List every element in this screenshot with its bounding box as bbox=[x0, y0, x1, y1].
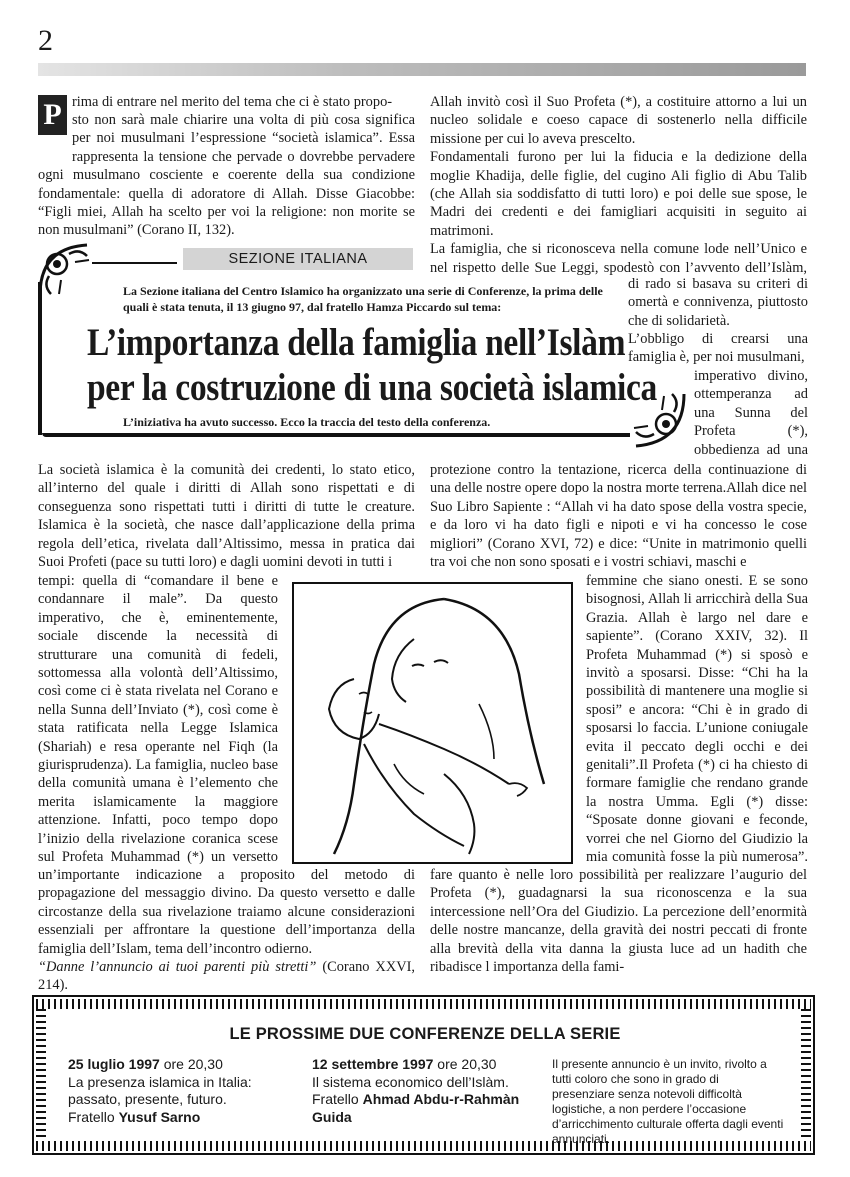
section-label: SEZIONE ITALIANA bbox=[183, 248, 413, 270]
section-box-bottom-line bbox=[42, 433, 630, 437]
left-bottom-wide2-text: un’importante indicazione a proposito del metodo di propagazione del messaggio divino. Da questo versetto e dalle circostanze della sua rivelazione traiamo alcune considerazioni essenziali per affrontare la questione dell’importanza della famiglia dell’Islam, tema dell’incontro odierno. bbox=[38, 867, 415, 957]
event-2-speaker-prefix: Fratello bbox=[312, 1091, 363, 1107]
right-bottom-wide2-text: fare quanto è nelle loro possibilità per realizzare l’augurio del Profeta (*), guadagnarsi la sua riconoscenza e la sua intercessione nell’Ora del Giudizio. La percezione dell’enormità delle nostre mancanze, della gravità dei nostri peccati di fronte alla brevità della vita danna la giusta luce ad un hadith che ribadisce l importanza della fami- bbox=[430, 867, 807, 976]
right-narrow-block-3 bbox=[694, 367, 808, 459]
event-1-speaker: Yusuf Sarno bbox=[118, 1108, 201, 1125]
left-bottom-wide-text: La società islamica è la comunità dei credenti, lo stato etico, all’interno del quale i diritti di Allah sono rispettati e di conseguenza sono rispettati tutti i diritti di tutte le creature. Islamica è la società, che nasce dall’applicazione della prima regola dell’etica, rivelata dall’Altissimo, messa in pratica dai Suoi Profeti (pace su tutti loro) e dagli uomini devoti in tutti i bbox=[38, 462, 415, 571]
right-top-column bbox=[430, 93, 807, 277]
event-1-time: ore 20,30 bbox=[159, 1056, 223, 1072]
right-top-para-2: Fondamentali furono per lui la fiducia e la dedizione della moglie Khadija, delle figlie, del cugino Ali figlio di Abu Talib (che Allah sia soddisfatto di tutti loro) e poi delle sue spose, le Madri dei credenti e dei famigliari acquisiti in seguito ai matrimoni. bbox=[430, 149, 807, 239]
intro-body-flow: rappresenta la tensione che pervade o dovrebbe pervadere ogni musulmano cosciente e coerente della sua condizione fondamentale: quella di adoratore di Allah. Disse Giacobbe: “Figli miei, Allah ha scelto per voi la religione: non morite se non musulmani” (Corano II, 132). bbox=[38, 148, 415, 239]
intro-paragraph-wrap bbox=[38, 148, 415, 240]
left-bottom-narrow-text: tempi: quella di “comandare il bene e condannare il male”. Da questo imperativo, che è, eminentemente, sociale discende la necessità di strutturare una comunità di fedeli, sottomessa alla volontà dell’Altissimo, così come ci è stata rivelata nel Corano e nella Sunna dell’Inviato (*), così come è stata ratificata nella Legge Islamica (Shariah) e resa operante nel Fiqh (la giurisprudenza). La famiglia, nucleo base della comunità umana è l’elemento che merita islamicamente la maggiore attenzione. Infatti, poco tempo dopo l’inizio della rivelazione coranica scese sul Profeta Muhammad (*) un versetto bbox=[38, 573, 278, 866]
intro-body-indented: sto non sarà male chiarire una volta di più cosa significa per noi musulmani l’espressione “società islamica”. Essa bbox=[72, 112, 415, 147]
event-2 bbox=[312, 1056, 542, 1126]
section-box-top-line bbox=[92, 262, 177, 264]
intro-first-line: rima di entrare nel merito del tema che ci è stato propo- bbox=[72, 94, 393, 110]
announcement-title: LE PROSSIME DUE CONFERENZE DELLA SERIE bbox=[229, 1025, 621, 1043]
event-2-date: 12 settembre 1997 bbox=[312, 1056, 434, 1072]
event-1-speaker-prefix: Fratello bbox=[68, 1108, 119, 1125]
event-1-line-2: passato, presente, futuro. bbox=[68, 1091, 227, 1107]
right-bottom-wide-text: protezione contro la tentazione, ricerca della continuazione di una delle nostre opere dopo la nostra morte terrena.Allah dice nel Suo Libro Sapiente : “Allah vi ha dato spose della vostra specie, e da loro vi ha dato figli e nipoti e vi ha concesso le cose migliori” (Corano XVI, 72) e dice: “Unite in matrimonio quelli tra voi che non sono sposati e i vostri schiavi, maschi e bbox=[430, 462, 807, 571]
section-box-left-line bbox=[38, 282, 42, 435]
section-intro: La Sezione italiana del Centro Islamico ha organizzato una serie di Conferenze, la prima delle quali è stata tenuta, il 13 giugno 97, dal fratello Hamza Piccardo sul tema: bbox=[123, 284, 603, 314]
right-top-para-1: Allah invitò così il Suo Profeta (*), a costituire attorno a lui un nucleo solidale e coeso capace di sostenerlo nella difficile missione per cui lo aveva prescelto. bbox=[430, 94, 807, 147]
intro-body-continued bbox=[38, 148, 415, 240]
event-2-time: ore 20,30 bbox=[433, 1056, 497, 1072]
right-bottom-narrow-text: femmine che siano onesti. E se sono bisognosi, Allah li arricchirà della Sua Grazia. Allah è largo nel dare e sapiente”. (Corano XXIV, 32). Il Profeta Muhammad (*) si sposò e invitò a sposarsi. Disse: “Chi ha la possibilità di mantenere una moglie si sposi” e ancora: “Chi è in grado di sposarsi lo faccia. L’unione coniugale evita il peccato degli occhi e dei genitali”.Il Profeta (*) ci ha chiesto di formare famiglie che rendano grande la nostra Umma. Egli (*) disse: “Sposate donne giovani e feconde, vorrei che nel Giorno del Giudizio la mia comunità fosse la più numerosa”. bbox=[586, 573, 808, 866]
right-bottom-wide bbox=[430, 461, 807, 573]
event-2-speaker: Ahmad Abdu-r-Rahmàn Guida bbox=[312, 1091, 520, 1125]
quote-text: “Danne l’annuncio ai tuoi parenti più stretti” bbox=[38, 959, 317, 975]
intro-first-line-block bbox=[72, 93, 415, 111]
header-rule bbox=[38, 63, 806, 76]
right-narrow-block-1 bbox=[628, 275, 808, 330]
event-2-line-1: Il sistema economico dell’Islàm. bbox=[312, 1073, 509, 1090]
right-narrow-para-1: di rado si basava su criteri di omertà e connivenza, piuttosto che di solidarietà. bbox=[628, 276, 808, 329]
left-bottom-narrow bbox=[38, 572, 278, 866]
right-narrow-block-2 bbox=[628, 330, 808, 367]
quote-line bbox=[38, 958, 415, 995]
right-bottom-narrow bbox=[586, 572, 808, 866]
right-top-para-3: La famiglia, che si riconosceva nella comune lode nell’Unico e nel rispetto delle Sue Leggi, spodestò con l’avvento dell’Islàm, bbox=[430, 241, 807, 276]
right-narrow-para-2: L’obbligo di crearsi una famiglia è, per noi musulmani, bbox=[628, 331, 808, 366]
left-bottom-wide-2 bbox=[38, 866, 415, 958]
right-narrow-para-3: imperativo divino, ottemperanza ad una Sunna del Profeta (*), obbedienza ad una bbox=[694, 368, 808, 458]
article-title-line-1: L’importanza della famiglia nell’Islàm bbox=[87, 321, 626, 364]
mother-child-illustration bbox=[292, 582, 573, 864]
greek-key-border-top bbox=[36, 999, 811, 1009]
intro-indent-block bbox=[72, 111, 415, 148]
event-1-date: 25 luglio 1997 bbox=[68, 1056, 160, 1072]
page-number: 2 bbox=[38, 24, 53, 57]
quote-reference: (Corano XXVI, 214). bbox=[38, 959, 416, 994]
drop-cap: P bbox=[38, 95, 67, 135]
event-1 bbox=[68, 1056, 308, 1126]
article-title-line-2: per la costruzione di una società islamica bbox=[87, 366, 657, 409]
event-1-line-1: La presenza islamica in Italia: bbox=[68, 1073, 252, 1090]
announcement-note: Il presente annuncio è un invito, rivolto a tutti coloro che sono in grado di presenziare senza notevoli difficoltà logistiche, a non perdere l’occasione d’arricchimento culturale offerta dagli eventi annunciati. bbox=[552, 1057, 784, 1146]
right-bottom-wide-2 bbox=[430, 866, 807, 976]
section-footer-note: L’iniziativa ha avuto successo. Ecco la traccia del testo della conferenza. bbox=[123, 415, 491, 429]
ornament-top-left-icon bbox=[35, 240, 105, 310]
